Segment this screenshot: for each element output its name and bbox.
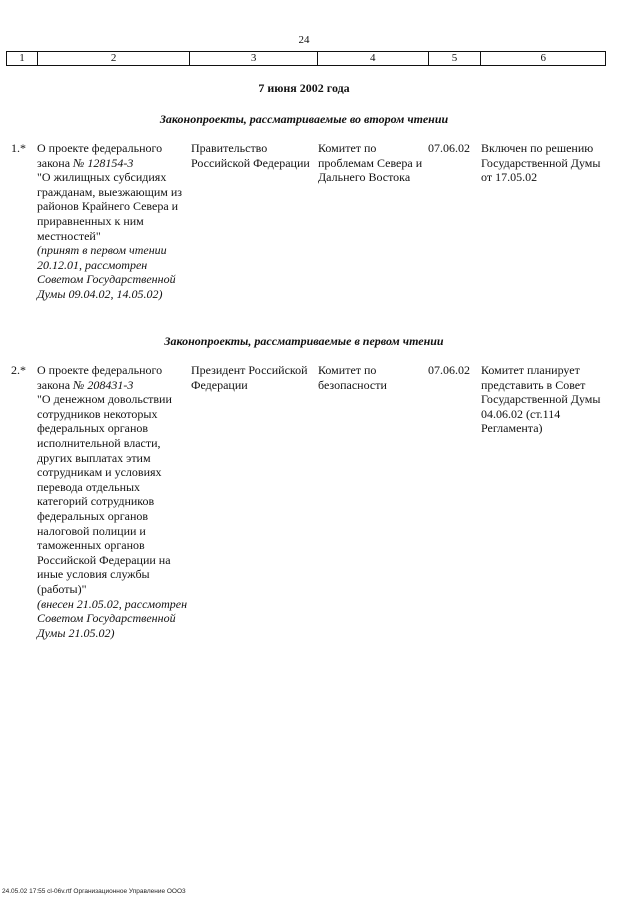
bill-number: № 208431-3 — [73, 377, 134, 392]
bill-name: "О денежном довольствии сотрудников некоторых федеральных органов исполнительной власти, других выплатах этим сотрудникам и условиях перевода отдельных категорий сотрудников федеральных органов налоговой полиции и таможенных органов Российской Федерации на иные условия службы (работы)" — [37, 392, 172, 596]
column-number: 4 — [317, 52, 428, 65]
column-number: 3 — [189, 52, 317, 65]
entry-status: Включен по решению Государственной Думы от 17.05.02 — [481, 141, 601, 185]
bill-prefix: закона — [37, 155, 74, 170]
column-number: 5 — [428, 52, 481, 65]
section-heading: Законопроекты, рассматриваемые во втором чтении — [159, 112, 449, 126]
date-heading: 7 июня 2002 года — [258, 81, 350, 95]
column-number: 6 — [480, 52, 605, 65]
bill-note: (принят в первом чтении 20.12.01, рассмотрен Советом Государственной Думы 09.04.02, 14.05.02) — [37, 243, 176, 301]
footer-info: 24.05.02 17:55 cl-06v.rtf Организационное Управление ООО3 — [2, 888, 186, 895]
entry-committee: Комитет по безопасности — [318, 363, 387, 392]
bill-name: "О жилищных субсидиях гражданам, выезжающим из районов Крайнего Севера и приравненных к ним местностей" — [37, 170, 183, 243]
entry-date: 07.06.02 — [428, 141, 470, 155]
bill-number: № 128154-3 — [73, 155, 134, 170]
entry-author: Президент Российской Федерации — [191, 363, 308, 392]
section-heading: Законопроекты, рассматриваемые в первом чтении — [164, 334, 444, 348]
entry-number: 2.* — [11, 363, 26, 377]
column-number-row — [6, 51, 606, 66]
entry-number: 1.* — [11, 141, 26, 155]
entry-date: 07.06.02 — [428, 363, 470, 377]
entry-committee: Комитет по проблемам Севера и Дальнего Востока — [318, 141, 423, 185]
entry-title — [37, 141, 189, 302]
title-intro: О проекте федерального — [37, 363, 163, 377]
bill-prefix: закона — [37, 377, 74, 392]
bill-note: (внесен 21.05.02, рассмотрен Советом Государственной Думы 21.05.02) — [37, 596, 188, 640]
column-number: 2 — [37, 52, 189, 65]
title-intro: О проекте федерального — [37, 141, 163, 155]
entry-author: Правительство Российской Федерации — [191, 141, 310, 170]
entry-status: Комитет планирует представить в Совет Государственной Думы 04.06.02 (ст.114 Регламента) — [481, 363, 601, 436]
column-number: 1 — [19, 52, 25, 64]
page-number: 24 — [298, 34, 310, 46]
entry-title — [37, 363, 189, 640]
